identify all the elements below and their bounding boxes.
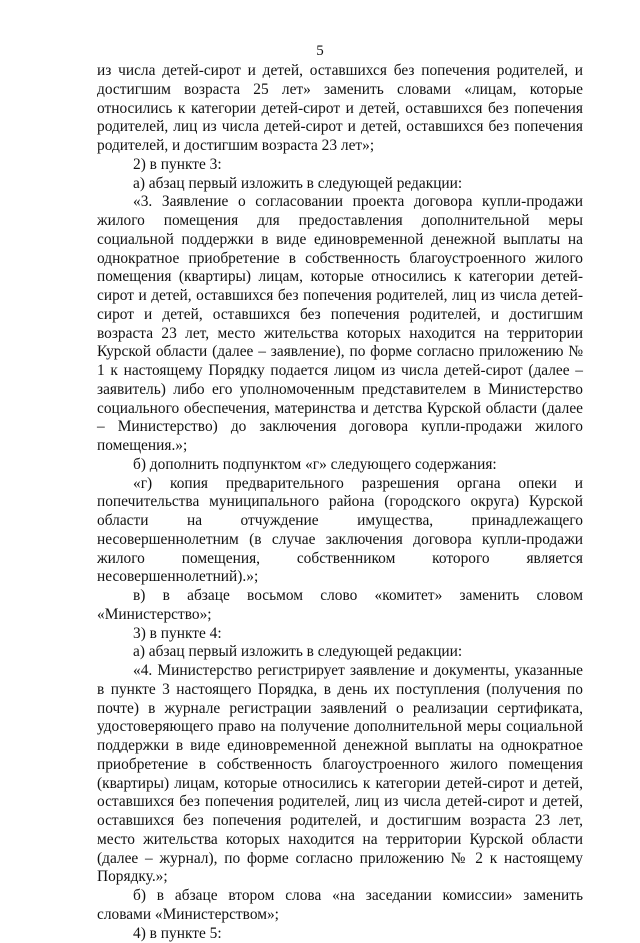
document-body (97, 62, 583, 943)
paragraph-subitem-a: а) абзац первый изложить в следующей редакции: (97, 175, 583, 194)
paragraph-item-2: 2) в пункте 3: (97, 156, 583, 175)
paragraph-subitem-v: в) в абзаце восьмом слово «комитет» заменить словом «Министерство»; (97, 587, 583, 625)
paragraph-quoted-clause-4: «4. Министерство регистрирует заявление и документы, указанные в пункте 3 настоящего Порядка, в день их поступления (получения по почте) в журнале регистрации заявлений о реализации сертификата, удостоверяющего право на получение дополнительной меры социальной поддержки в виде единовременной денежной выплаты на однократное приобретение в собственность благоустроенного жилого помещения (квартиры) лицам, которые относились к категории детей-сирот и детей, оставшихся без попечения родителей, лиц из числа детей-сирот и детей, оставшихся без попечения родителей, и достигшим возраста 23 лет, место жительства которых находится на территории Курской области (далее – журнал), по форме согласно приложению № 2 к настоящему Порядку.»; (97, 662, 583, 887)
paragraph-item-4: 4) в пункте 5: (97, 925, 583, 943)
paragraph-item-3: 3) в пункте 4: (97, 625, 583, 644)
page-number: 5 (0, 42, 640, 60)
paragraph-continuation: из числа детей-сирот и детей, оставшихся без попечения родителей, и достигшим возраста 25 лет» заменить словами «лицам, которые относились к категории детей-сирот и детей, оставшихся без попечения родителей, лиц из числа детей-сирот и детей, оставшихся без попечения родителей, и достигшим возраста 23 лет»; (97, 62, 583, 156)
paragraph-subitem-b: б) дополнить подпунктом «г» следующего содержания: (97, 456, 583, 475)
paragraph-subitem-b-2: б) в абзаце втором слова «на заседании комиссии» заменить словами «Министерством»; (97, 887, 583, 925)
paragraph-quoted-clause-3: «3. Заявление о согласовании проекта договора купли-продажи жилого помещения для предоставления дополнительной меры социальной поддержки в виде единовременной денежной выплаты на однократное приобретение в собственность благоустроенного жилого помещения (квартиры) лицам, которые относились к категории детей-сирот и детей, оставшихся без попечения родителей, лиц из числа детей-сирот и детей, оставшихся без попечения родителей, и достигшим возраста 23 лет, место жительства которых находится на территории Курской области (далее – заявление), по форме согласно приложению № 1 к настоящему Порядку подается лицом из числа детей-сирот (далее – заявитель) либо его уполномоченным представителем в Министерство социального обеспечения, материнства и детства Курской области (далее – Министерство) до заключения договора купли-продажи жилого помещения.»; (97, 193, 583, 456)
paragraph-subitem-a-2: а) абзац первый изложить в следующей редакции: (97, 643, 583, 662)
paragraph-quoted-subitem-g: «г) копия предварительного разрешения органа опеки и попечительства муниципального района (городского округа) Курской области на отчуждение имущества, принадлежащего несовершеннолетним (в случае заключения договора купли-продажи жилого помещения, собственником которого является несовершеннолетний).»; (97, 475, 583, 588)
